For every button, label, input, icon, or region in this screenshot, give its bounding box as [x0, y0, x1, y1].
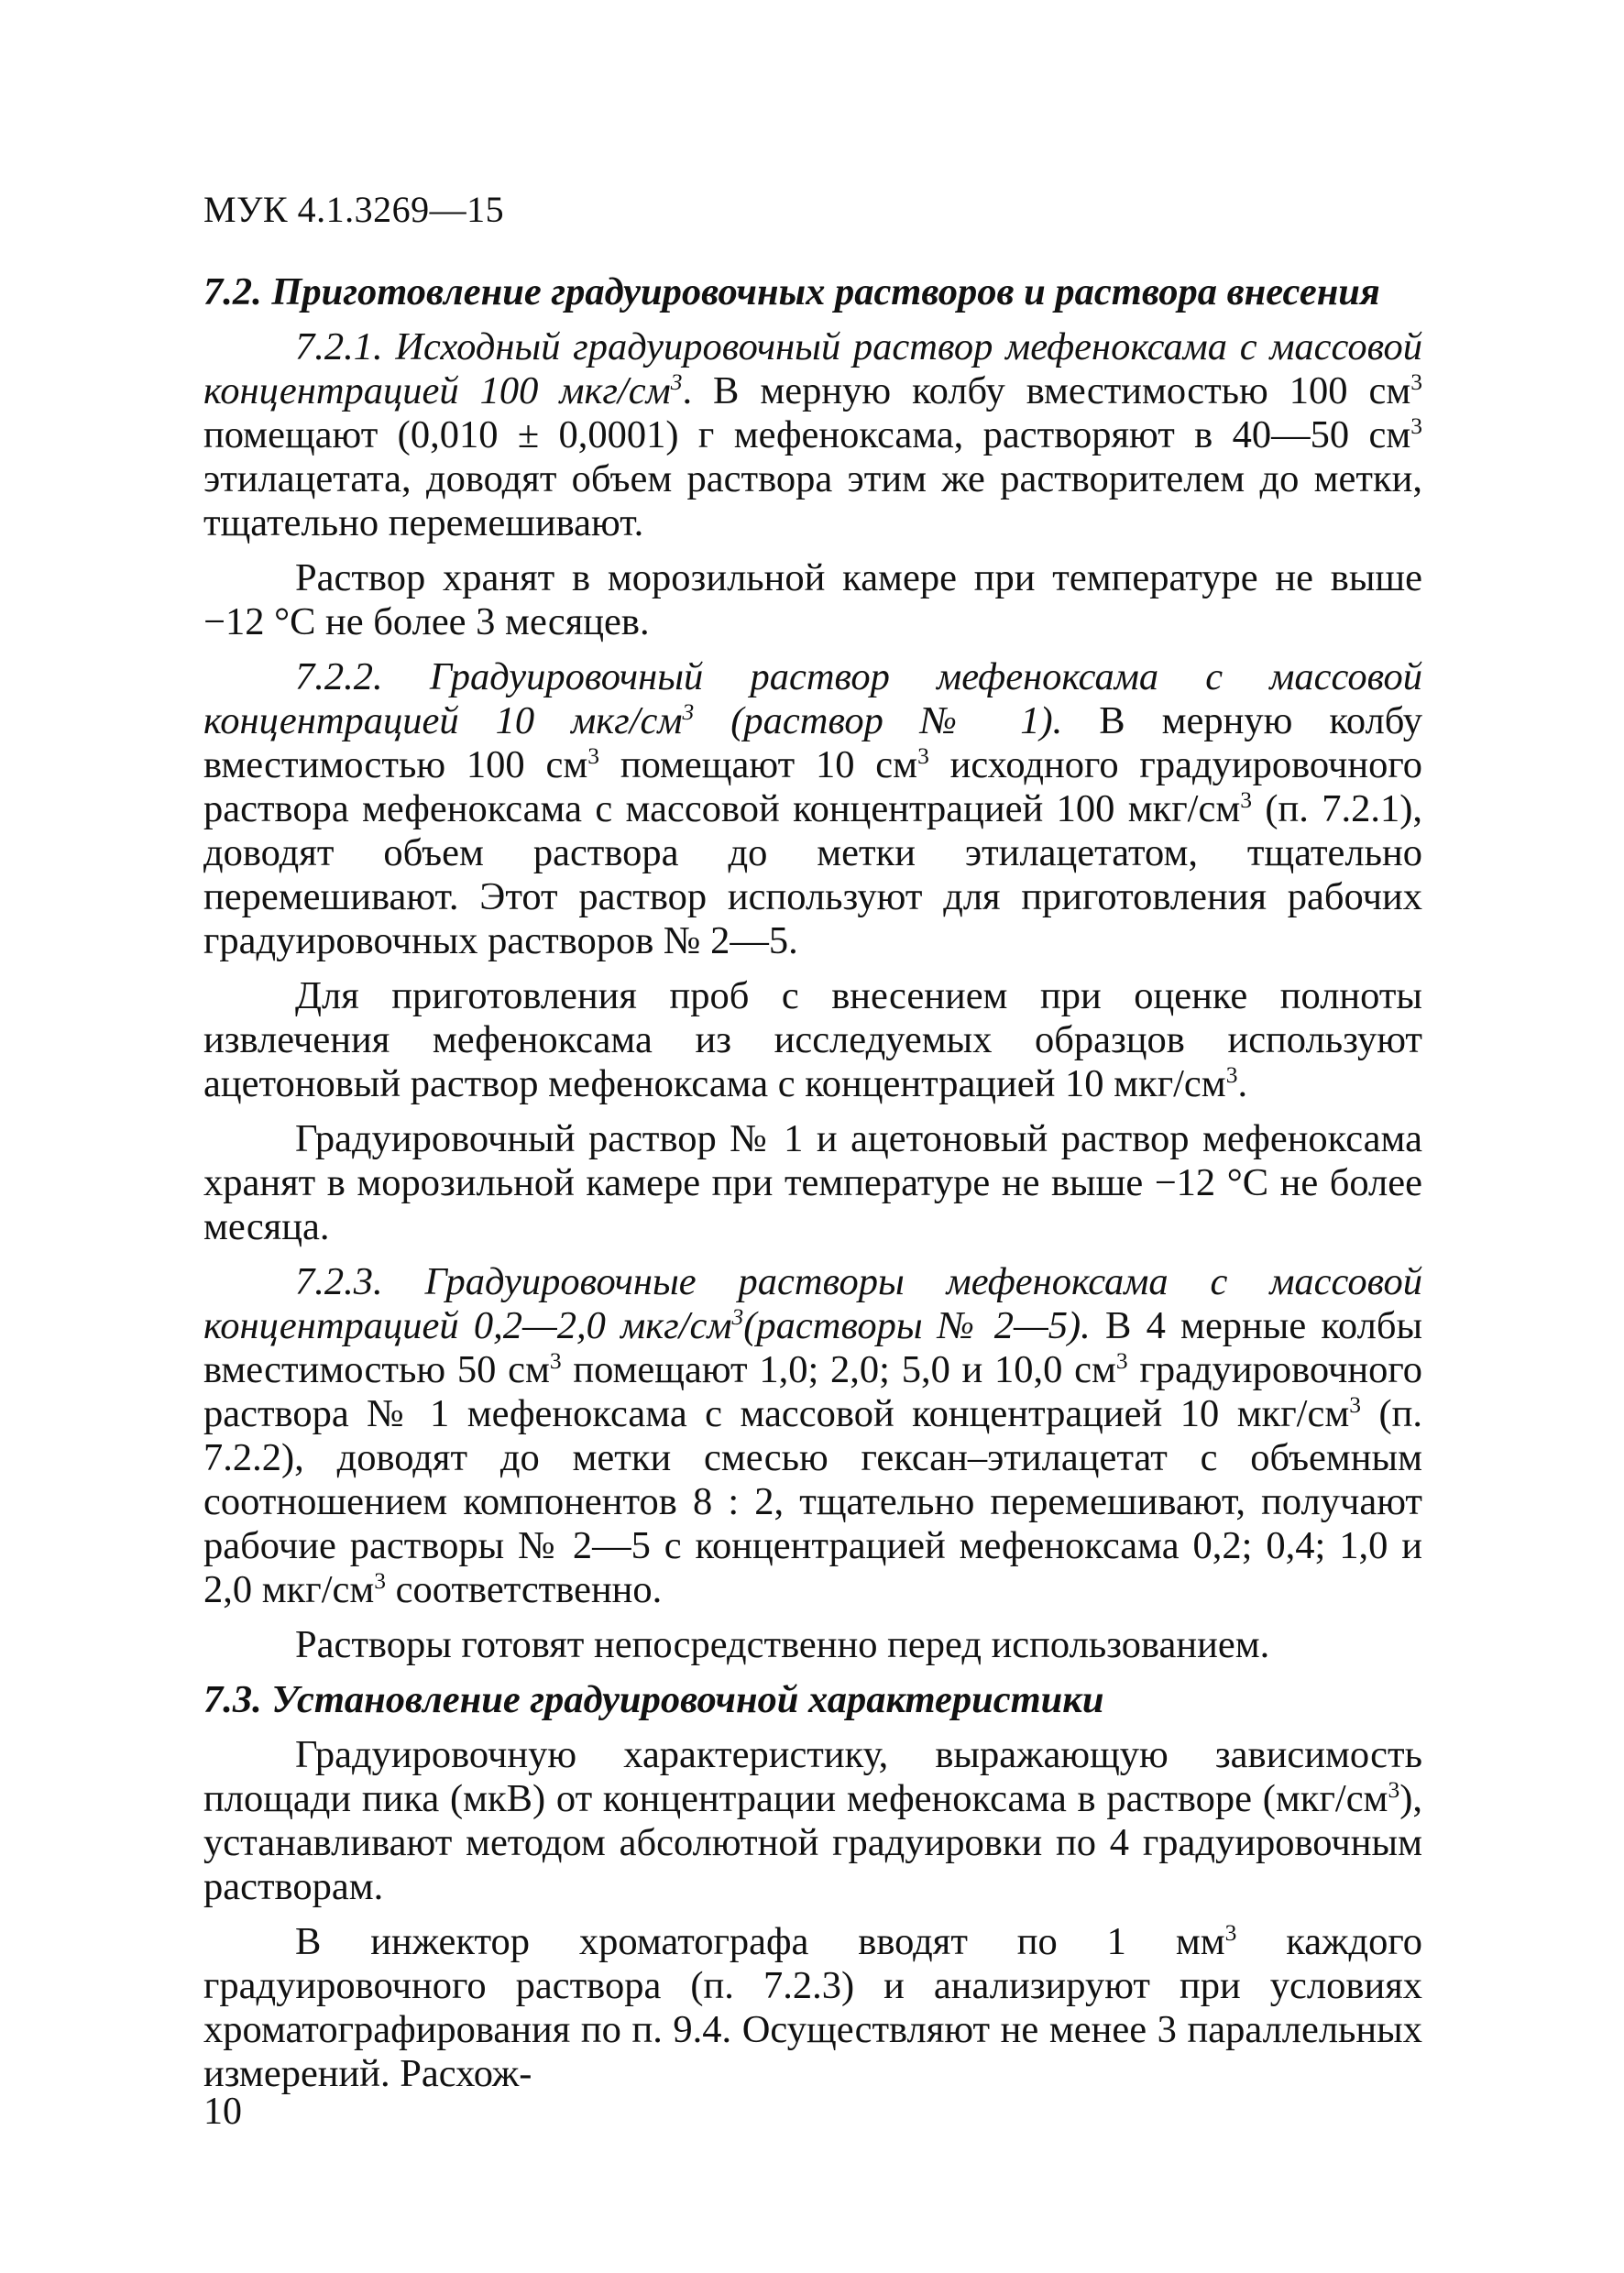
paragraph-7-2-1	[203, 325, 1422, 545]
superscript: 3	[587, 741, 600, 769]
text-run: исходного градуировочного раствора мефеноксама с массовой концентрацией 100 мкг/см	[203, 743, 1422, 830]
superscript: 3	[731, 1302, 744, 1330]
superscript: 3	[917, 741, 929, 769]
text-run: (п. 7.2.1), доводят объем раствора до метки этилацетатом, тщательно перемешивают. Этот раствор используют для приготовления рабочих градуировочных растворов № 2—5.	[203, 787, 1422, 962]
paragraph-injection	[203, 1920, 1422, 2096]
superscript: 3	[1225, 1060, 1238, 1088]
text-run: .	[1237, 1062, 1248, 1105]
italic-text-run: 7.2.2. Градуировочный раствор мефеноксама с массовой концентрацией 10 мкг/см	[203, 655, 1422, 742]
italic-text-run: (растворы № 2—5).	[743, 1304, 1091, 1347]
section-title-7-3: 7.3. Установление градуировочной характеристики	[203, 1678, 1104, 1721]
text-run: соответственно.	[386, 1568, 663, 1611]
italic-text-run: 7.2.1. Исходный градуировочный раствор мефеноксама с массовой концентрацией 100 мкг/см	[203, 325, 1422, 412]
superscript: 3	[1410, 368, 1422, 395]
text-run: Растворы готовят непосредственно перед использованием.	[295, 1623, 1270, 1666]
superscript: 3	[1240, 785, 1252, 813]
text-run: В мерную колбу вместимостью 100 см	[203, 699, 1422, 786]
text-run: Раствор хранят в морозильной камере при температуре не выше −12 °С не более 3 месяцев.	[203, 556, 1422, 643]
text-run: помещают (0,010 ± 0,0001) г мефеноксама, растворяют в 40—50 см	[203, 413, 1411, 456]
text-run: этилацетата, доводят объем раствора этим же растворителем до метки, тщательно перемешивают.	[203, 457, 1422, 544]
text-run: . В мерную колбу вместимостью 100 см	[682, 369, 1411, 412]
paragraph-7-2-2	[203, 655, 1422, 963]
text-run: В 4 мерные колбы вместимостью 50 см	[203, 1304, 1423, 1391]
text-run: ), устанавливают методом абсолютной градуировки по 4 градуировочным растворам.	[203, 1777, 1422, 1908]
text-run: помещают 10 см	[599, 743, 918, 786]
text-run: Для приготовления проб с внесением при оценке полноты извлечения мефеноксама из исследуемых образцов используют ацетоновый раствор мефеноксама с концентрацией 10 мкг/см	[203, 974, 1422, 1105]
superscript: 3	[549, 1346, 562, 1374]
text-run: (п. 7.2.2), доводят до метки смесью гексан–этилацетат с объемным соотношением компонентов 8 : 2, тщательно перемешивают, получают рабочие растворы № 2—5 с концентрацией мефеноксама 0,2; 0,4; 1,0 и 2,0 мкг/см	[203, 1392, 1422, 1611]
superscript: 3	[682, 697, 695, 725]
page-number: 10	[203, 2091, 242, 2133]
document-code: МУК 4.1.3269—15	[203, 189, 505, 230]
paragraph-prepare-note	[203, 1623, 1422, 1667]
italic-text-run: 7.2.3. Градуировочные растворы мефеноксама с массовой концентрацией 0,2—2,0 мкг/см	[203, 1260, 1422, 1347]
superscript: 3	[374, 1566, 387, 1594]
superscript: 3	[1115, 1346, 1128, 1374]
section-title-7-2: 7.2. Приготовление градуировочных растворов и раствора внесения	[203, 270, 1380, 313]
superscript: 3	[1349, 1390, 1361, 1418]
text-run: каждого градуировочного раствора (п. 7.2.3) и анализируют при условиях хроматографирования по п. 9.4. Осуществляют не менее 3 параллельных измерений. Расхож-	[203, 1920, 1422, 2095]
superscript: 3	[670, 368, 683, 395]
document-body	[203, 270, 1422, 2107]
text-run: В инжектор хроматографа вводят по 1 мм	[295, 1920, 1225, 1963]
text-run: Градуировочную характеристику, выражающую зависимость площади пика (мкВ) от концентрации мефеноксама в растворе (мкг/см	[203, 1733, 1422, 1820]
paragraph-storage-2	[203, 1117, 1422, 1249]
superscript: 3	[1388, 1775, 1400, 1803]
paragraph-calibration	[203, 1733, 1422, 1909]
paragraph-acetone-solution	[203, 974, 1422, 1106]
paragraph-7-2-3	[203, 1260, 1422, 1612]
paragraph-storage-1	[203, 556, 1422, 644]
text-run: градуировочного раствора № 1 мефеноксама с массовой концентрацией 10 мкг/см	[203, 1348, 1422, 1435]
superscript: 3	[1224, 1918, 1237, 1946]
text-run: помещают 1,0; 2,0; 5,0 и 10,0 см	[561, 1348, 1116, 1391]
text-run: Градуировочный раствор № 1 и ацетоновый раствор мефеноксама хранят в морозильной камере при температуре не выше −12 °С не более месяца.	[203, 1117, 1422, 1248]
superscript: 3	[1410, 412, 1422, 439]
italic-text-run: (раствор № 1).	[694, 699, 1063, 742]
